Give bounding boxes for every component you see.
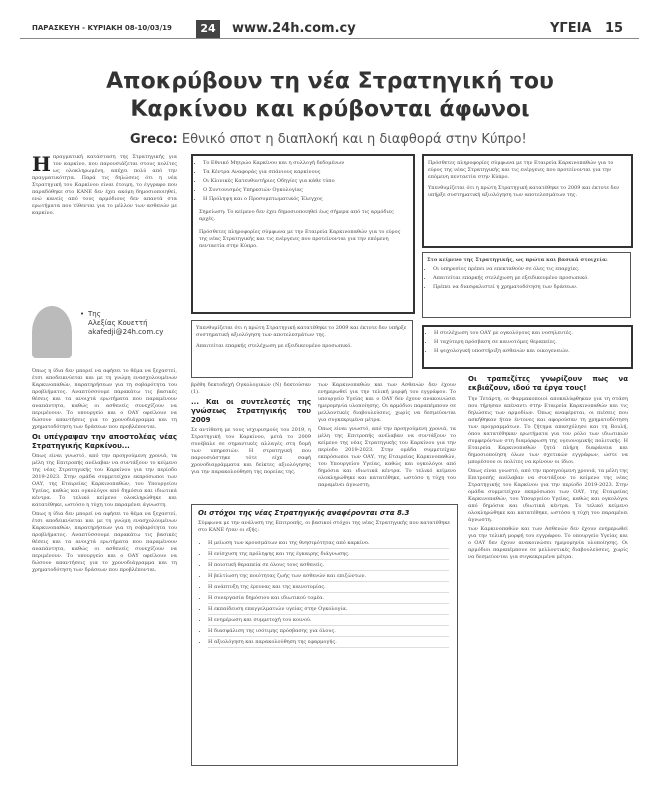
goals-list [192,538,457,648]
author-email: akafedji@24h.com.cy [88,328,164,336]
website-url: www.24h.com.cy [232,21,356,36]
right-column-body-cont: Όπως είναι γνωστό, από την προηγούμενη χρονιά, τα μέλη της Επιτροπής ανέλαβαν να συντάξουν το κείμενο της νέας Στρατηγικής του Καρκίνου για την περίοδο 2019-2023. Στην ομάδα συμμετείχαν εκπρόσωποι των ΟΑΥ, της Εταιρείας Καρκινοπαθών, του Υπουργείου Υγείας, καθώς και ογκολόγοι από δημόσια και ιδιωτικά κέντρα. Το τελικό κείμενο ολοκληρώθηκε και κατατέθηκε, ωστόσο η τύχη του παραμένει άγνωστη. [468,468,628,523]
column-3-text: των Καρκινοπαθών και των Ασθενών δεν έχουν ενημερωθεί για την τελική μορφή του εγγράφου. Το υπουργείο Υγείας και ο ΟΑΥ δεν έχουν ανακοινώσει ημερομηνία υλοποίησης. Οι αρμόδιοι παραπέμπουν σε μελλοντικές διαβουλεύσεις, χωρίς να δεσμεύονται για συγκεκριμένα μέτρα. [318,382,456,423]
document-excerpt-2 [422,154,633,248]
doc5-text: Υπενθυμίζεται ότι η πρώτη Στρατηγική κατατέθηκε το 2009 και έκτοτε δεν υπήρξε συστηματική αξιολόγηση των αποτελεσμάτων της. [196,325,407,338]
byline-bullet: • [80,310,85,318]
newspaper-page [20,20,639,775]
right-column-title: Οι τραπεζίτες γνωρίζουν πως να εκβιάζουν, ιδού τα έργα τους! [468,375,628,392]
article-subhead [130,132,610,147]
goal-item: • Η εκπαίδευση επαγγελματιών υγείας στην Ογκολογία. [208,604,449,615]
goals-box-intro: Σύμφωνα με την ανάλυση της Επιτροπής, οι βασικοί στόχοι της νέας Στρατηγικής που κατατέθηκε στο ΚΑΝΕ ήταν οι εξής: [198,520,450,533]
article-intro [32,154,177,304]
column-2-section-title: ... Και οι συντελεστές της γνώσεως Στρατηγικής του 2009 [191,398,311,424]
subhead-text: Εθνικό σποτ η διαπλοκή και η διαφθορά στην Κύπρο! [181,132,527,147]
doc3-title: Στο κείμενο της Στρατηγικής, ως πρώτα και βασικά στοιχεία: [427,257,608,263]
article-column-right [468,375,628,767]
article-headline: Αποκρύβουν τη νέα Στρατηγική του Καρκίνου και κρύβονται άφωνοι [106,69,554,122]
doc4-item: • Η ταχύτερη πρόσβαση σε καινοτόμες θεραπείες. [434,339,631,346]
doc4-item: • Η ψυχολογική υποστήριξη ασθενών και οικογενειών. [434,348,631,355]
doc2-text-cont: Υπενθυμίζεται ότι η πρώτη Στρατηγική κατατέθηκε το 2009 και έκτοτε δεν υπήρξε συστηματική αξιολόγηση των αποτελεσμάτων της. [428,185,620,198]
goal-item: • Η συνεργασία δημόσιου και ιδιωτικού τομέα. [208,593,449,604]
page-number: 15 [605,21,624,36]
newspaper-logo: 24 [196,20,220,38]
author-photo [32,306,72,358]
doc1-item: • Τα Κέντρα Αναφοράς για σπάνιους καρκίνους [203,169,413,176]
doc1-item: • Η Πρόληψη και ο Προσυμπτωματικός Έλεγχος [203,196,413,203]
article-column-1 [32,368,177,768]
drop-cap: Η [32,154,51,176]
goal-item: • Η αξιολόγηση και παρακολούθηση της εφαρμογής. [208,637,449,648]
column-1-section-title: Οι υπέγραψαν την αποστολέας νέας Στρατηγικής Καρκίνου... [32,433,177,450]
doc3-item: • Οι υπηρεσίες πρέπει να επεκταθούν σε όλες τις επαρχίες. [433,266,630,273]
author-name: Αλεξίας Κουεττή [88,319,148,327]
article-column-2 [191,382,311,500]
right-column-body-cont-2: των Καρκινοπαθών και των Ασθενών δεν έχουν ενημερωθεί για την τελική μορφή του εγγράφου. Το υπουργείο Υγείας και ο ΟΑΥ δεν έχουν ανακοινώσει ημερομηνία υλοποίησης. Οι αρμόδιοι παραπέμπουν σε μελλοντικές διαβουλεύσεις, χωρίς να δεσμεύονται για συγκεκριμένα μέτρα. [468,526,628,560]
column-1-body: Όπως η ίδια δεν μπορεί να αφήσει το θέμα να ξεχαστεί, έτσι αποδεικνύεται και με τη γνώμη ενασχολουμένων Καρκινοπαθών, παρατηρήσεων για τη σοβαρότητα του προβλήματος. Αναπτύσσουμε παρακάτω τις βασικές θέσεις και τα ανοιχτά ερωτήματα που παραμένουν αναπάντητα, καθώς οι ασθενείς συνεχίζουν να περιμένουν. Το υπουργείο και ο ΟΑΥ οφείλουν να δώσουν απαντήσεις για το χρονοδιάγραμμα και τη χρηματοδότηση των δράσεων που προβλέπονται. [32,368,177,430]
doc1-item: • Το Εθνικό Μητρώο Καρκίνου και η συλλογή δεδομένων [203,160,413,167]
doc1-item: • Ο Συντονισμός Υπηρεσιών Ογκολογίας [203,187,413,194]
doc4-item: • Η στελέχωση του ΟΑΥ με ογκολόγους και νοσηλευτές. [434,330,631,337]
document-excerpt-1 [191,154,415,314]
column-2-section-body: Σε αντίθεση με τους ισχυρισμούς του 2019, η Στρατηγική του Καρκίνου, μετά το 2009 συνέβαλε σε σημαντικές αλλαγές στη δομή των υπηρεσιών. Η στρατηγική που παρουσιάστηκε τότε είχε σαφή χρονοδιαγράμματα και δείκτες αξιολόγησης για την παρακολούθηση της πορείας της. [191,427,311,475]
strategy-goals-box [191,504,458,766]
right-column-body: Την Τετάρτη, οι Φαρμακοποιοί αποκαλύφθηκαν για τη στάση που τήρησαν απέναντι στην Εταιρεία Καρκινοπαθών και τις δηλώσεις των αρμοδίων. Όπως αναφέρεται, οι πιέσεις που ασκήθηκαν ήταν έντονες και αφορούσαν τη χρηματοδότηση των προγραμμάτων. Το ζήτημα απασχόλησε και τη Βουλή, όπου κατατέθηκαν ερωτήματα για τον ρόλο των ιδιωτικών συμφερόντων στη διαμόρφωση της υγειονομικής πολιτικής. Η Εταιρεία Καρκινοπαθών ζητά πλήρη διαφάνεια και δημοσιοποίηση όλων των σχετικών εγγράφων, ώστε να μπορέσουν οι πολίτες να κρίνουν οι ίδιοι. [468,396,628,465]
subhead-lead: Greco: [130,132,178,147]
goal-item: • Η ανάπτυξη της έρευνας και της καινοτομίας. [208,582,449,593]
issue-date: ΠΑΡΑΣΚΕΥΗ - ΚΥΡΙΑΚΗ 08-10/03/19 [32,24,172,32]
column-3-text-cont: Όπως είναι γνωστό, από την προηγούμενη χρονιά, τα μέλη της Επιτροπής ανέλαβαν να συντάξουν το κείμενο της νέας Στρατηγικής του Καρκίνου για την περίοδο 2019-2023. Στην ομάδα συμμετείχαν εκπρόσωποι των ΟΑΥ, της Εταιρείας Καρκινοπαθών, του Υπουργείου Υγείας, καθώς και ογκολόγοι από δημόσια και ιδιωτικά κέντρα. Το τελικό κείμενο ολοκληρώθηκε και κατατέθηκε, ωστόσο η τύχη του παραμένει άγνωστη. [318,426,456,488]
document-excerpt-5 [191,320,413,378]
byline-label: Της [88,310,101,318]
column-1-section-body: Όπως είναι γνωστό, από την προηγούμενη χρονιά, τα μέλη της Επιτροπής ανέλαβαν να συντάξουν το κείμενο της νέας Στρατηγικής του Καρκίνου για την περίοδο 2019-2023. Στην ομάδα συμμετείχαν εκπρόσωποι των ΟΑΥ, της Εταιρείας Καρκινοπαθών, του Υπουργείου Υγείας, καθώς και ογκολόγοι από δημόσια και ιδιωτικά κέντρα. Το τελικό κείμενο ολοκληρώθηκε και κατατέθηκε, ωστόσο η τύχη του παραμένει άγνωστη. [32,453,177,508]
doc1-note: Σημείωση: Το κείμενο δεν έχει δημοσιοποιηθεί έως σήμερα από τις αρμόδιες αρχές. [199,209,394,222]
goal-item: • Η ποιοτική θεραπεία σε όλους τους ασθενείς. [208,560,449,571]
article-column-3 [318,382,456,500]
goal-item: • Η βελτίωση της ποιότητας ζωής των ασθενών και επιζώντων. [208,571,449,582]
goals-box-title: Οι στόχοι της νέας Στρατηγικής αναφέρονται στα 8.3 [198,509,410,517]
column-2-text: βρέθη δεκτοδεχή Ογκολογικών (Ν) δεκτούσαν (1). [191,382,311,395]
doc1-item: • Οι Κλινικές Κατευθυντήριες Οδηγίες για κάθε τύπο [203,178,413,185]
author-byline [32,306,176,364]
goal-item: • Η ενημέρωση και συμμετοχή του κοινού. [208,615,449,626]
goal-item: • Η μείωση των κρουσμάτων και της θνησιμότητας από καρκίνο. [208,538,449,549]
intro-text: πραγματική κατάσταση της Στρατηγικής για τον καρκίνο, που παρουσιάζεται στους πολίτες ως ολοκληρωμένη, απέχει πολύ από την πραγματικότητα. Παρά τις δηλώσεις ότι η νέα Στρατηγική του Καρκίνου είναι έτοιμη, το έγγραφο που παραδόθηκε στο ΚΑΝΕ δεν έχει ακόμη δημοσιοποιηθεί, ενώ κανείς από τους αρμόδιους δεν απαντά στα ερωτήματα που τίθενται για το μέλλον των ασθενών με καρκίνο. [32,154,177,216]
doc2-text: Πρόσθετες πληροφορίες σύμφωνα με την Εταιρεία Καρκινοπαθών για το εύρος της νέας Στρατηγικής και τις ενέργειες που προτείνονται για την επόμενη πενταετία στην Κύπρο. [428,160,614,180]
goal-item: • Η ενίσχυση της πρόληψης και της έγκαιρης διάγνωσης. [208,549,449,560]
doc3-item: • Πρέπει να διασφαλιστεί η χρηματοδότηση των δράσεων. [433,284,630,291]
doc1-note-cont: Πρόσθετες πληροφορίες σύμφωνα με την Εταιρεία Καρκινοπαθών για το εύρος της νέας Στρατηγικής και τις ενέργειες που προτείνονται για την επόμενη πενταετία στην Κύπρο. [199,229,401,249]
section-name: ΥΓΕΙΑ [550,21,592,36]
document-excerpt-4 [422,325,633,369]
doc5-text-cont: Απαιτείται επαρκής στελέχωση με εξειδικευμένο προσωπικό. [196,343,352,349]
document-excerpt-3 [422,252,631,318]
page-header [20,20,639,39]
goal-item: • Η διασφάλιση της ισότιμης πρόσβασης για όλους. [208,626,449,637]
doc3-item: • Απαιτείται επαρκής στελέχωση με εξειδικευμένο προσωπικό. [433,275,630,282]
column-1-section-body-cont: Όπως η ίδια δεν μπορεί να αφήσει το θέμα να ξεχαστεί, έτσι αποδεικνύεται και με τη γνώμη ενασχολουμένων Καρκινοπαθών, παρατηρήσεων για τη σοβαρότητα του προβλήματος. Αναπτύσσουμε παρακάτω τις βασικές θέσεις και τα ανοιχτά ερωτήματα που παραμένουν αναπάντητα, καθώς οι ασθενείς συνεχίζουν να περιμένουν. Το υπουργείο και ο ΟΑΥ οφείλουν να δώσουν απαντήσεις για το χρονοδιάγραμμα και τη χρηματοδότηση των δράσεων που προβλέπονται. [32,511,177,573]
